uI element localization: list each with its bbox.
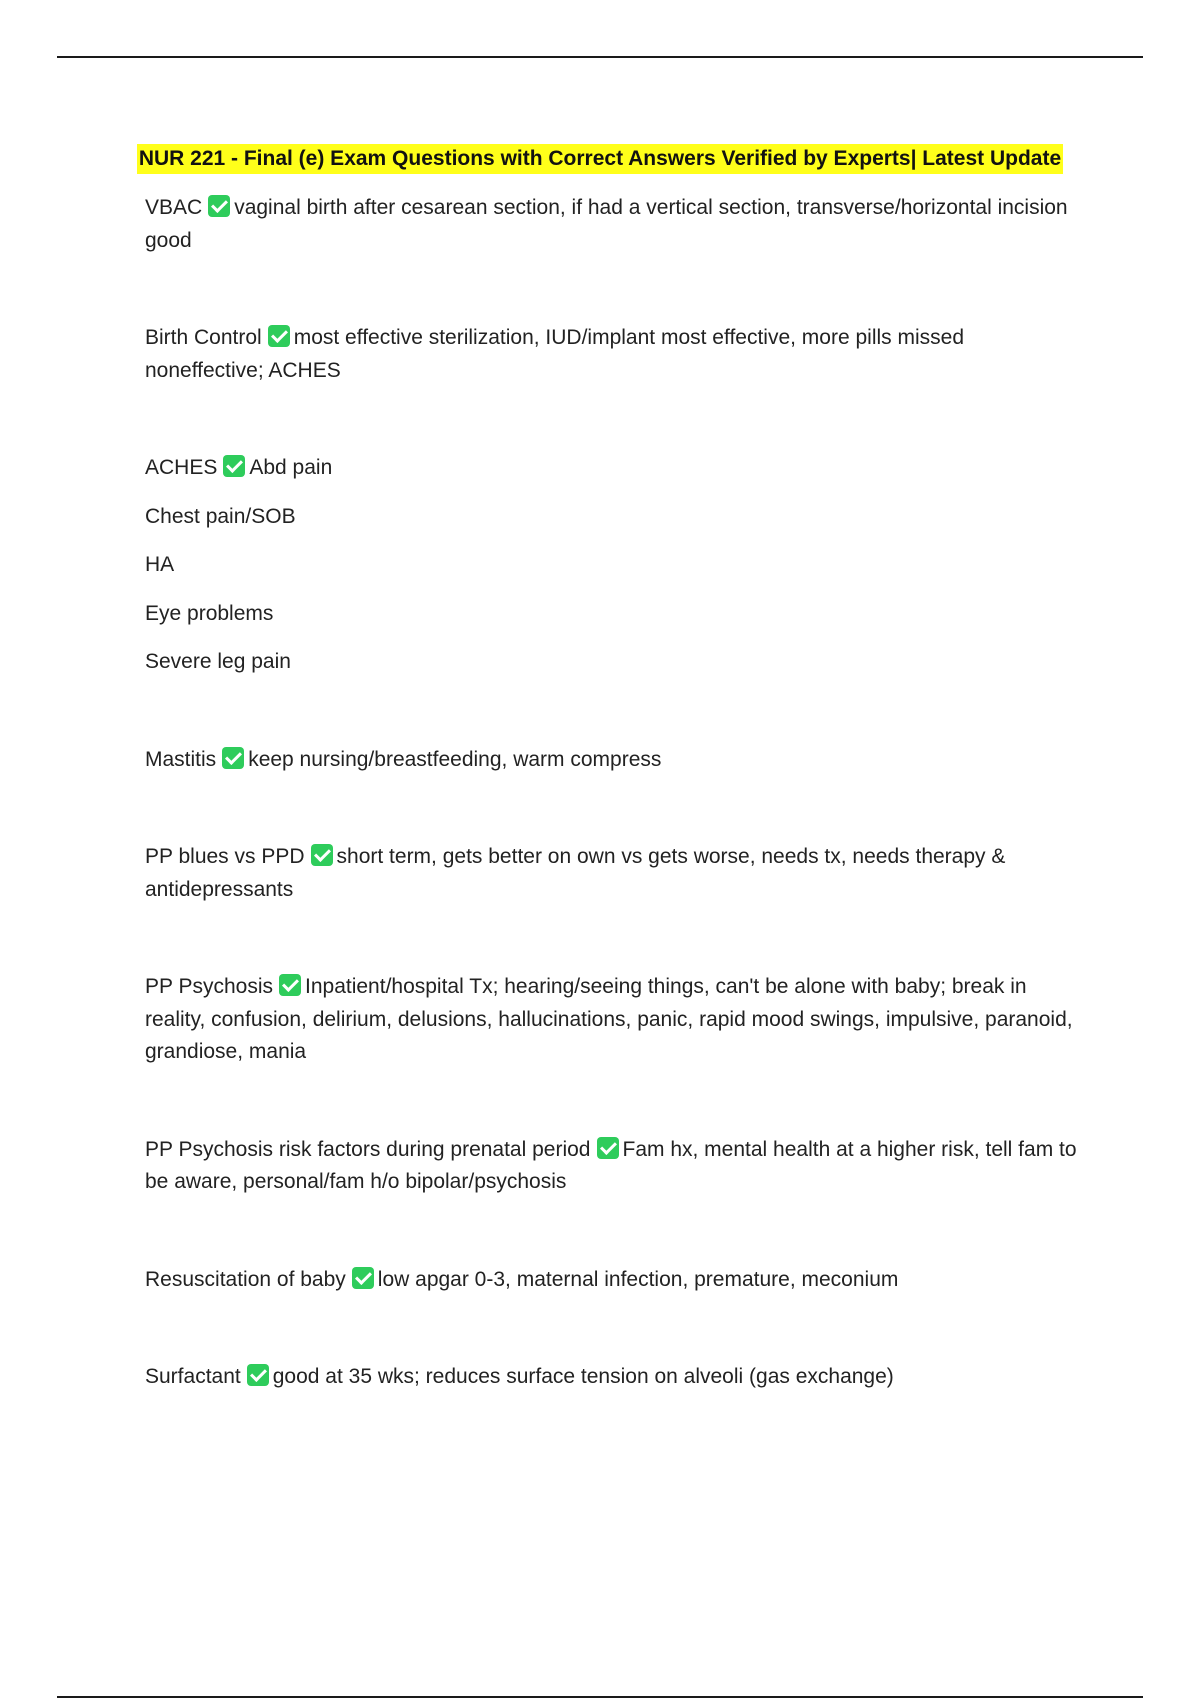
answer: low apgar 0-3, maternal infection, premature, meconium xyxy=(377,1267,899,1291)
qa-entry xyxy=(145,971,1085,1069)
qa-entry xyxy=(145,744,1085,777)
check-box-icon xyxy=(247,1364,269,1386)
answer: most effective sterilization, IUD/implant most effective, more pills missed noneffective; ACHES xyxy=(145,326,965,382)
qa-entry xyxy=(145,452,1085,485)
term: PP Psychosis risk factors during prenatal period xyxy=(145,1137,591,1161)
header-rule xyxy=(57,56,1143,58)
term: Resuscitation of baby xyxy=(145,1267,346,1291)
qa-list xyxy=(145,192,1085,1394)
answer-line: Severe leg pain xyxy=(145,650,291,673)
check-box-icon xyxy=(223,455,245,477)
answer: Abd pain xyxy=(249,456,333,479)
qa-entry xyxy=(145,1134,1085,1199)
answer: short term, gets better on own vs gets worse, needs tx, needs therapy & antidepressants xyxy=(145,845,1006,901)
term: PP Psychosis xyxy=(145,975,273,998)
check-box-icon xyxy=(268,325,290,347)
document-title: NUR 221 - Final (e) Exam Questions with Correct Answers Verified by Experts| Latest Update xyxy=(137,144,1063,174)
check-box-icon xyxy=(597,1137,619,1159)
answer: Fam hx, mental health at a higher risk, tell fam to be aware, personal/fam h/o bipolar/psychosis xyxy=(145,1137,1077,1193)
answer: keep nursing/breastfeeding, warm compress xyxy=(248,747,662,771)
check-box-icon xyxy=(352,1267,374,1289)
term: ACHES xyxy=(145,456,218,479)
answer-line: HA xyxy=(145,553,175,576)
qa-entry xyxy=(145,1361,1085,1394)
term: VBAC xyxy=(145,196,203,219)
check-box-icon xyxy=(222,747,244,769)
answer: Inpatient/hospital Tx; hearing/seeing things, can't be alone with baby; break in reality, confusion, delirium, delusions, hallucinations, panic, rapid mood swings, impulsive, paranoid, grandiose, mania xyxy=(145,975,1073,1063)
term: Birth Control xyxy=(145,326,262,349)
check-box-icon xyxy=(279,974,301,996)
check-box-icon xyxy=(311,844,333,866)
qa-entry xyxy=(145,1264,1085,1297)
term: Surfactant xyxy=(145,1365,241,1388)
check-box-icon xyxy=(208,195,230,217)
footer-rule xyxy=(57,1696,1143,1698)
answer: vaginal birth after cesarean section, if had a vertical section, transverse/horizontal incision good xyxy=(145,196,1068,252)
term: PP blues vs PPD xyxy=(145,845,305,868)
answer-line: Chest pain/SOB xyxy=(145,504,296,528)
qa-entry xyxy=(145,192,1085,257)
answer: good at 35 wks; reduces surface tension on alveoli (gas exchange) xyxy=(272,1365,894,1388)
term: Mastitis xyxy=(145,747,217,771)
qa-entry xyxy=(145,322,1085,387)
title-container xyxy=(0,144,1200,174)
qa-entry xyxy=(145,841,1085,906)
answer-line: Eye problems xyxy=(145,601,274,625)
